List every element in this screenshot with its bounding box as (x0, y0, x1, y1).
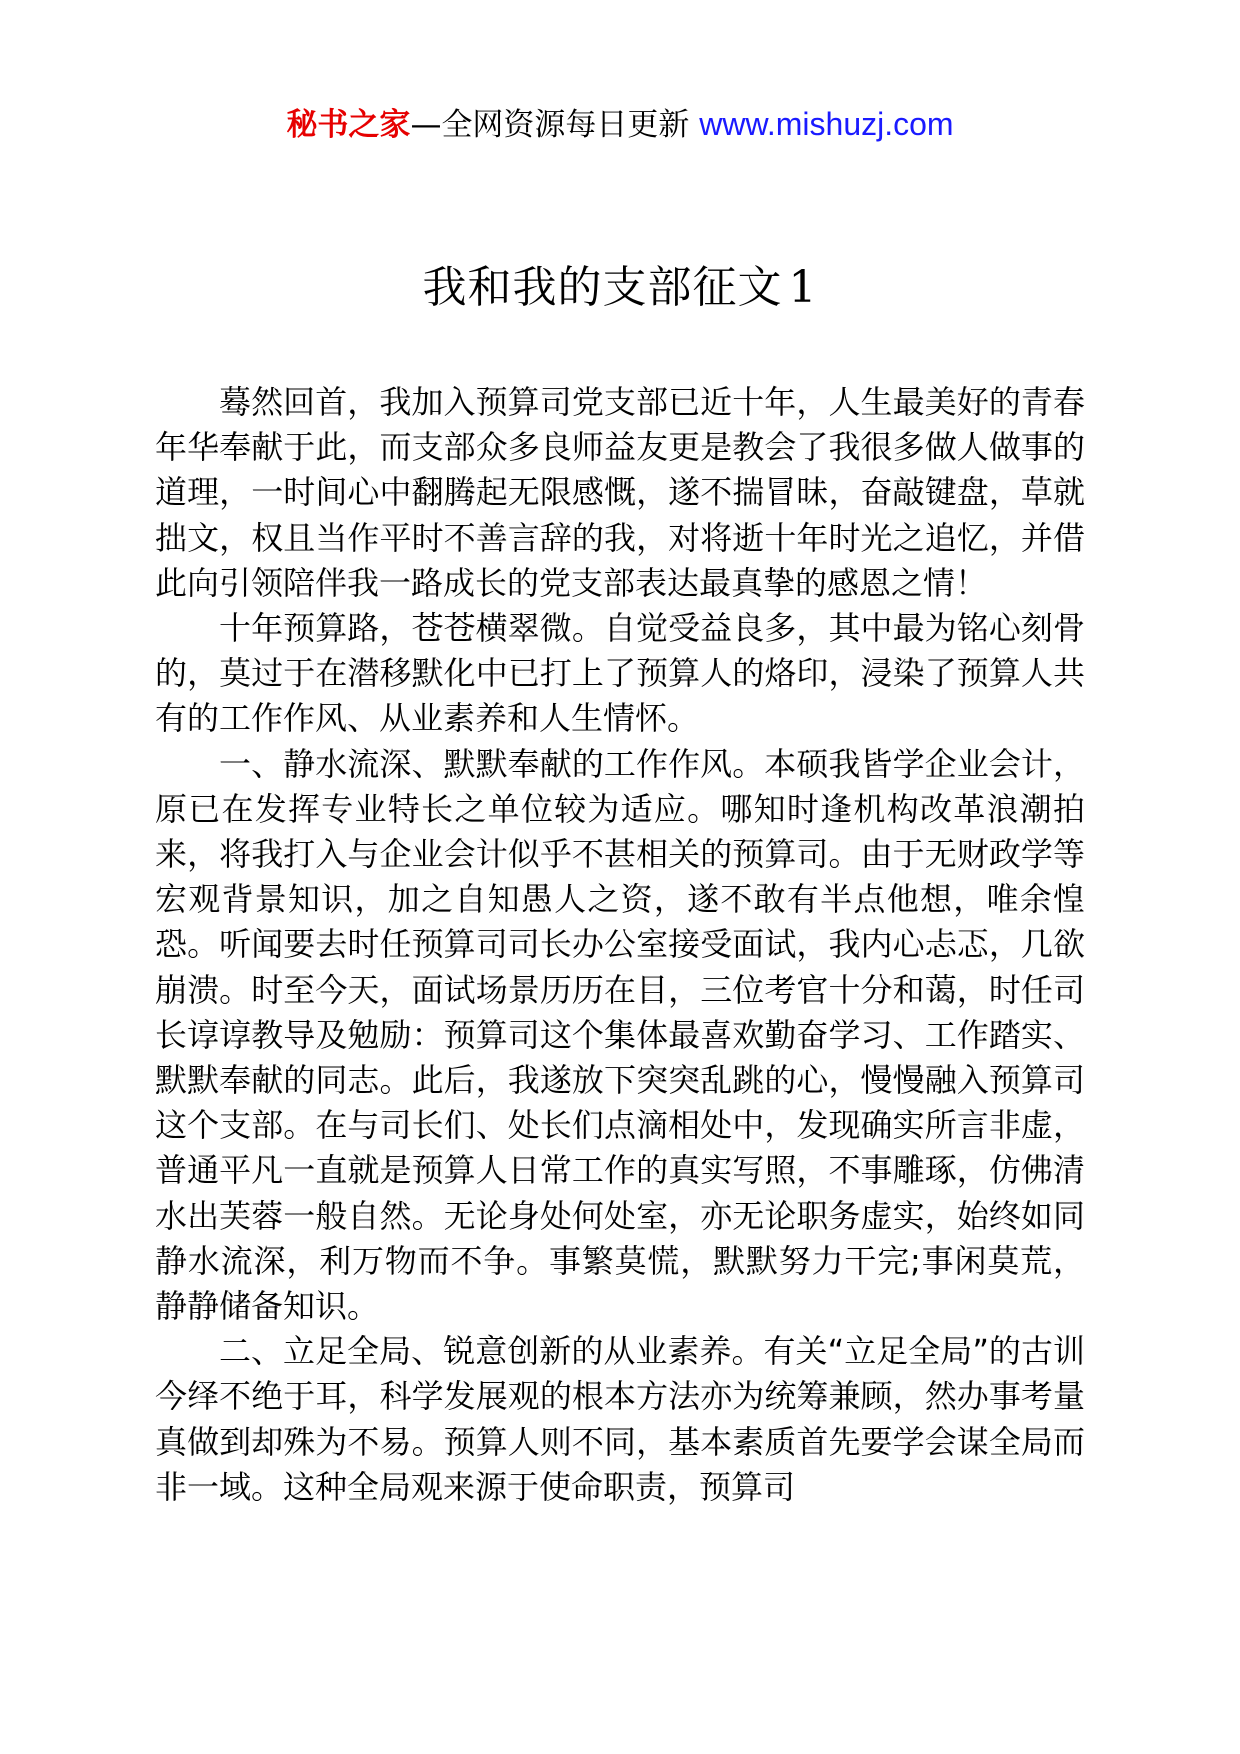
document-title (0, 258, 1240, 318)
site-tagline: —全网资源每日更新 (410, 107, 690, 143)
document-title-text: 我和我的支部征文 (422, 262, 783, 313)
document-title-number: 1 (788, 262, 818, 313)
paragraph-intro: 蓦然回首，我加入预算司党支部已近十年，人生最美好的青春年华奉献于此，而支部众多良师益友更是教会了我很多做人做事的道理，一时间心中翻腾起无限感慨，遂不揣冒昧，奋敲键盘，草就拙文，权且当作平时不善言辞的我，对将逝十年时光之追忆，并借此向引领陪伴我一路成长的党支部表达最真挚的感恩之情！ (155, 383, 1085, 602)
paragraph-section-one: 一、静水流深、默默奉献的工作作风。本硕我皆学企业会计，原已在发挥专业特长之单位较为适应。哪知时逢机构改革浪潮拍来，将我打入与企业会计似乎不甚相关的预算司。由于无财政学等宏观背景知识，加之自知愚人之资，遂不敢有半点他想，唯余惶恐。听闻要去时任预算司司长办公室接受面试，我内心忐忑，几欲崩溃。时至今天，面试场景历历在目，三位考官十分和蔼，时任司长谆谆教导及勉励：预算司这个集体最喜欢勤奋学习、工作踏实、默默奉献的同志。此后，我遂放下突突乱跳的心，慢慢融入预算司这个支部。在与司长们、处长们点滴相处中，发现确实所言非虚，普通平凡一直就是预算人日常工作的真实写照，不事雕琢，仿佛清水出芙蓉一般自然。无论身处何处室，亦无论职务虚实，始终如同静水流深，利万物而不争。事繁莫慌，默默努力干完;事闲莫荒，静静储备知识。 (155, 744, 1085, 1326)
paragraph-section-two: 二、立足全局、锐意创新的从业素养。有关“立足全局”的古训今绎不绝于耳，科学发展观的根本方法亦为统筹兼顾，然办事考量真做到却殊为不易。预算人则不同，基本素质首先要学会谋全局而非一域。这种全局观来源于使命职责，预算司 (155, 1332, 1085, 1506)
paragraph-summary: 十年预算路，苍苍横翠微。自觉受益良多，其中最为铭心刻骨的，莫过于在潜移默化中已打上了预算人的烙印，浸染了预算人共有的工作作风、从业素养和人生情怀。 (155, 609, 1085, 738)
site-url-link[interactable]: www.mishuzj.com (699, 106, 954, 142)
site-brand: 秘书之家 (286, 107, 411, 143)
site-header (0, 104, 1240, 145)
document-body (155, 380, 1085, 1510)
